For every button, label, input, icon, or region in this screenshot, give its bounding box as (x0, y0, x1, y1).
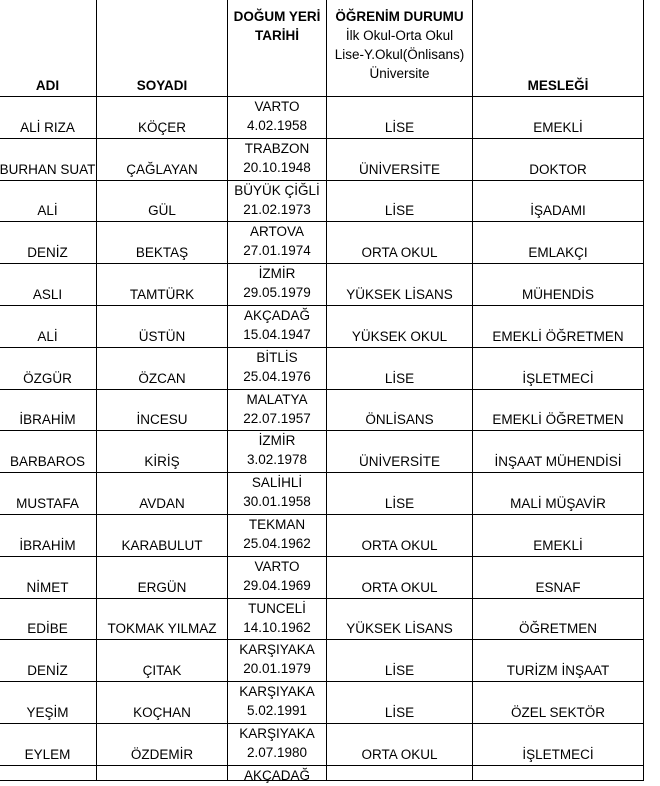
cell-birth-date: 21.02.1973 (243, 201, 311, 217)
header-birth-line1: DOĞUM YERİ (233, 9, 321, 24)
cell-education: LİSE (327, 640, 473, 682)
cell-name: ALİ RIZA (0, 97, 97, 139)
cell-education: ÜNİVERSİTE (327, 138, 473, 180)
cell-profession: EMEKLİ ÖĞRETMEN (473, 305, 644, 347)
table-row (0, 598, 644, 640)
cell-education: YÜKSEK OKUL (327, 305, 473, 347)
cell-profession: ÖZEL SEKTÖR (473, 682, 644, 724)
cell-surname: GÜL (97, 180, 228, 222)
cell-birth (228, 264, 327, 306)
table-row (0, 138, 644, 180)
cell-birth (228, 473, 327, 515)
table-row (0, 305, 644, 347)
table-row (0, 180, 644, 222)
cell-birth (228, 723, 327, 765)
cell-birth (228, 682, 327, 724)
cell-education: LİSE (327, 682, 473, 724)
cell-name: ASLI (0, 264, 97, 306)
cell-name: EYLEM (0, 723, 97, 765)
cell-profession: MÜHENDİS (473, 264, 644, 306)
cell-birth-date: 30.01.1958 (243, 494, 311, 510)
table-row (0, 473, 644, 515)
cell-surname: TAMTÜRK (97, 264, 228, 306)
cell-surname: TOKMAK YILMAZ (97, 598, 228, 640)
table-row (0, 514, 644, 556)
cell-birth-place: İZMİR (258, 266, 296, 282)
table-row (0, 431, 644, 473)
cell-birth (228, 305, 327, 347)
cell-surname: AVDAN (97, 473, 228, 515)
header-row (0, 0, 644, 97)
table-row (0, 556, 644, 598)
cell-profession: EMLAKÇI (473, 222, 644, 264)
cell-education: ÜNİVERSİTE (327, 431, 473, 473)
cell-empty-partial (473, 765, 644, 780)
cell-birth-date: 5.02.1991 (246, 703, 308, 719)
cell-birth-place: KARŞIYAKA (239, 642, 315, 658)
cell-surname: İNCESU (97, 389, 228, 431)
cell-birth-place: SALİHLİ (251, 475, 303, 491)
cell-education: LİSE (327, 473, 473, 515)
cell-surname: ÜSTÜN (97, 305, 228, 347)
cell-education: LİSE (327, 97, 473, 139)
header-education-sub2: Lise-Y.Okul(Önlisans) (334, 47, 465, 62)
cell-name: İBRAHİM (0, 514, 97, 556)
table-row-partial (0, 765, 644, 780)
cell-surname: KOÇHAN (97, 682, 228, 724)
header-education-sub1: İlk Okul-Orta Okul (345, 28, 454, 43)
cell-birth (228, 222, 327, 264)
table-row (0, 682, 644, 724)
cell-education: ORTA OKUL (327, 723, 473, 765)
cell-empty-partial (0, 765, 97, 780)
cell-birth-date: 29.04.1969 (243, 577, 311, 593)
cell-surname: KÖÇER (97, 97, 228, 139)
cell-profession: ÖĞRETMEN (473, 598, 644, 640)
cell-birth-place: TEKMAN (248, 516, 306, 532)
cell-education: LİSE (327, 180, 473, 222)
cell-birth-place: BÜYÜK ÇİĞLİ (234, 182, 320, 198)
cell-birth (228, 556, 327, 598)
table-row (0, 389, 644, 431)
header-name: ADI (0, 0, 97, 97)
cell-name: ÖZGÜR (0, 347, 97, 389)
cell-birth-partial (228, 765, 327, 783)
header-surname: SOYADI (97, 0, 228, 97)
cell-birth (228, 180, 327, 222)
cell-birth (228, 514, 327, 556)
cell-birth-date: 4.02.1958 (246, 118, 308, 133)
cell-birth-place: VARTO (254, 558, 300, 574)
header-education-title: ÖĞRENİM DURUMU (335, 9, 464, 24)
header-profession: MESLEĞİ (473, 0, 644, 97)
header-birth (228, 0, 327, 97)
cell-birth-date: 2.07.1980 (246, 744, 308, 760)
cell-profession: İNŞAAT MÜHENDİSİ (473, 431, 644, 473)
cell-birth (228, 347, 327, 389)
cell-empty-partial (327, 765, 473, 780)
cell-surname: ÇAĞLAYAN (97, 138, 228, 180)
cell-birth-date: 14.10.1962 (243, 619, 311, 635)
cell-birth-place: BİTLİS (256, 349, 298, 365)
cell-name: MUSTAFA (0, 473, 97, 515)
cell-surname: ÖZDEMİR (97, 723, 228, 765)
cell-birth-place: ARTOVA (249, 224, 305, 240)
cell-profession: DOKTOR (473, 138, 644, 180)
cell-surname: ÖZCAN (97, 347, 228, 389)
cell-profession: MALİ MÜŞAVİR (473, 473, 644, 515)
cell-birth-date: 15.04.1947 (243, 326, 311, 342)
table-row (0, 222, 644, 264)
cell-name: BARBAROS (0, 431, 97, 473)
cell-birth-date: 20.01.1979 (243, 661, 311, 677)
cell-name: YEŞİM (0, 682, 97, 724)
cell-name: ALİ (0, 305, 97, 347)
header-birth-line2: TARİHİ (255, 28, 299, 43)
cell-birth-place: KARŞIYAKA (239, 684, 315, 700)
cell-empty-partial (97, 765, 228, 780)
cell-education: ÖNLİSANS (327, 389, 473, 431)
table-row (0, 97, 644, 139)
cell-profession: TURİZM İNŞAAT (473, 640, 644, 682)
header-education (327, 0, 473, 97)
cell-education: YÜKSEK LİSANS (327, 264, 473, 306)
cell-birth (228, 389, 327, 431)
cell-name: DENİZ (0, 640, 97, 682)
cell-birth-date: 3.02.1978 (246, 452, 308, 468)
cell-birth (228, 138, 327, 180)
cell-birth-date: 25.04.1962 (243, 535, 311, 551)
cell-profession: ESNAF (473, 556, 644, 598)
cell-profession: EMEKLİ (473, 514, 644, 556)
cell-education: LİSE (327, 347, 473, 389)
table-row (0, 264, 644, 306)
cell-name: NİMET (0, 556, 97, 598)
cell-birth-date: 27.01.1974 (243, 243, 311, 259)
cell-surname: KARABULUT (97, 514, 228, 556)
cell-profession: EMEKLİ (473, 97, 644, 139)
cell-birth-place: TUNCELİ (248, 600, 306, 616)
cell-birth-place: KARŞIYAKA (239, 725, 315, 741)
cell-birth-date: 22.07.1957 (243, 410, 311, 426)
cell-birth-place-partial: AKÇADAĞ (243, 767, 311, 783)
cell-education: YÜKSEK LİSANS (327, 598, 473, 640)
cell-birth (228, 431, 327, 473)
cell-name: EDİBE (0, 598, 97, 640)
cell-education: ORTA OKUL (327, 556, 473, 598)
cell-profession: İŞLETMECİ (473, 347, 644, 389)
cell-birth-date: 20.10.1948 (243, 159, 311, 175)
table-row (0, 347, 644, 389)
cell-name: BURHAN SUAT (0, 138, 97, 180)
table-row (0, 723, 644, 765)
cell-birth (228, 640, 327, 682)
cell-birth-place: TRABZON (244, 140, 310, 156)
cell-birth-date: 25.04.1976 (243, 368, 311, 384)
cell-education: ORTA OKUL (327, 514, 473, 556)
cell-profession: İŞLETMECİ (473, 723, 644, 765)
table-row (0, 640, 644, 682)
cell-surname: KİRİŞ (97, 431, 228, 473)
cell-birth-place: İZMİR (258, 433, 296, 449)
cell-birth-place: VARTO (254, 99, 300, 114)
cell-surname: ÇITAK (97, 640, 228, 682)
cell-surname: ERGÜN (97, 556, 228, 598)
cell-name: ALİ (0, 180, 97, 222)
cell-birth-date: 29.05.1979 (243, 285, 311, 301)
cell-birth (228, 598, 327, 640)
cell-surname: BEKTAŞ (97, 222, 228, 264)
cell-profession: EMEKLİ ÖĞRETMEN (473, 389, 644, 431)
cell-name: DENİZ (0, 222, 97, 264)
cell-birth (228, 97, 327, 139)
header-education-sub3: Üniversite (369, 66, 430, 81)
cell-birth-place: AKÇADAĞ (243, 307, 311, 323)
cell-profession: İŞADAMI (473, 180, 644, 222)
cell-education: ORTA OKUL (327, 222, 473, 264)
cell-name: İBRAHİM (0, 389, 97, 431)
cell-birth-place: MALATYA (246, 391, 308, 407)
